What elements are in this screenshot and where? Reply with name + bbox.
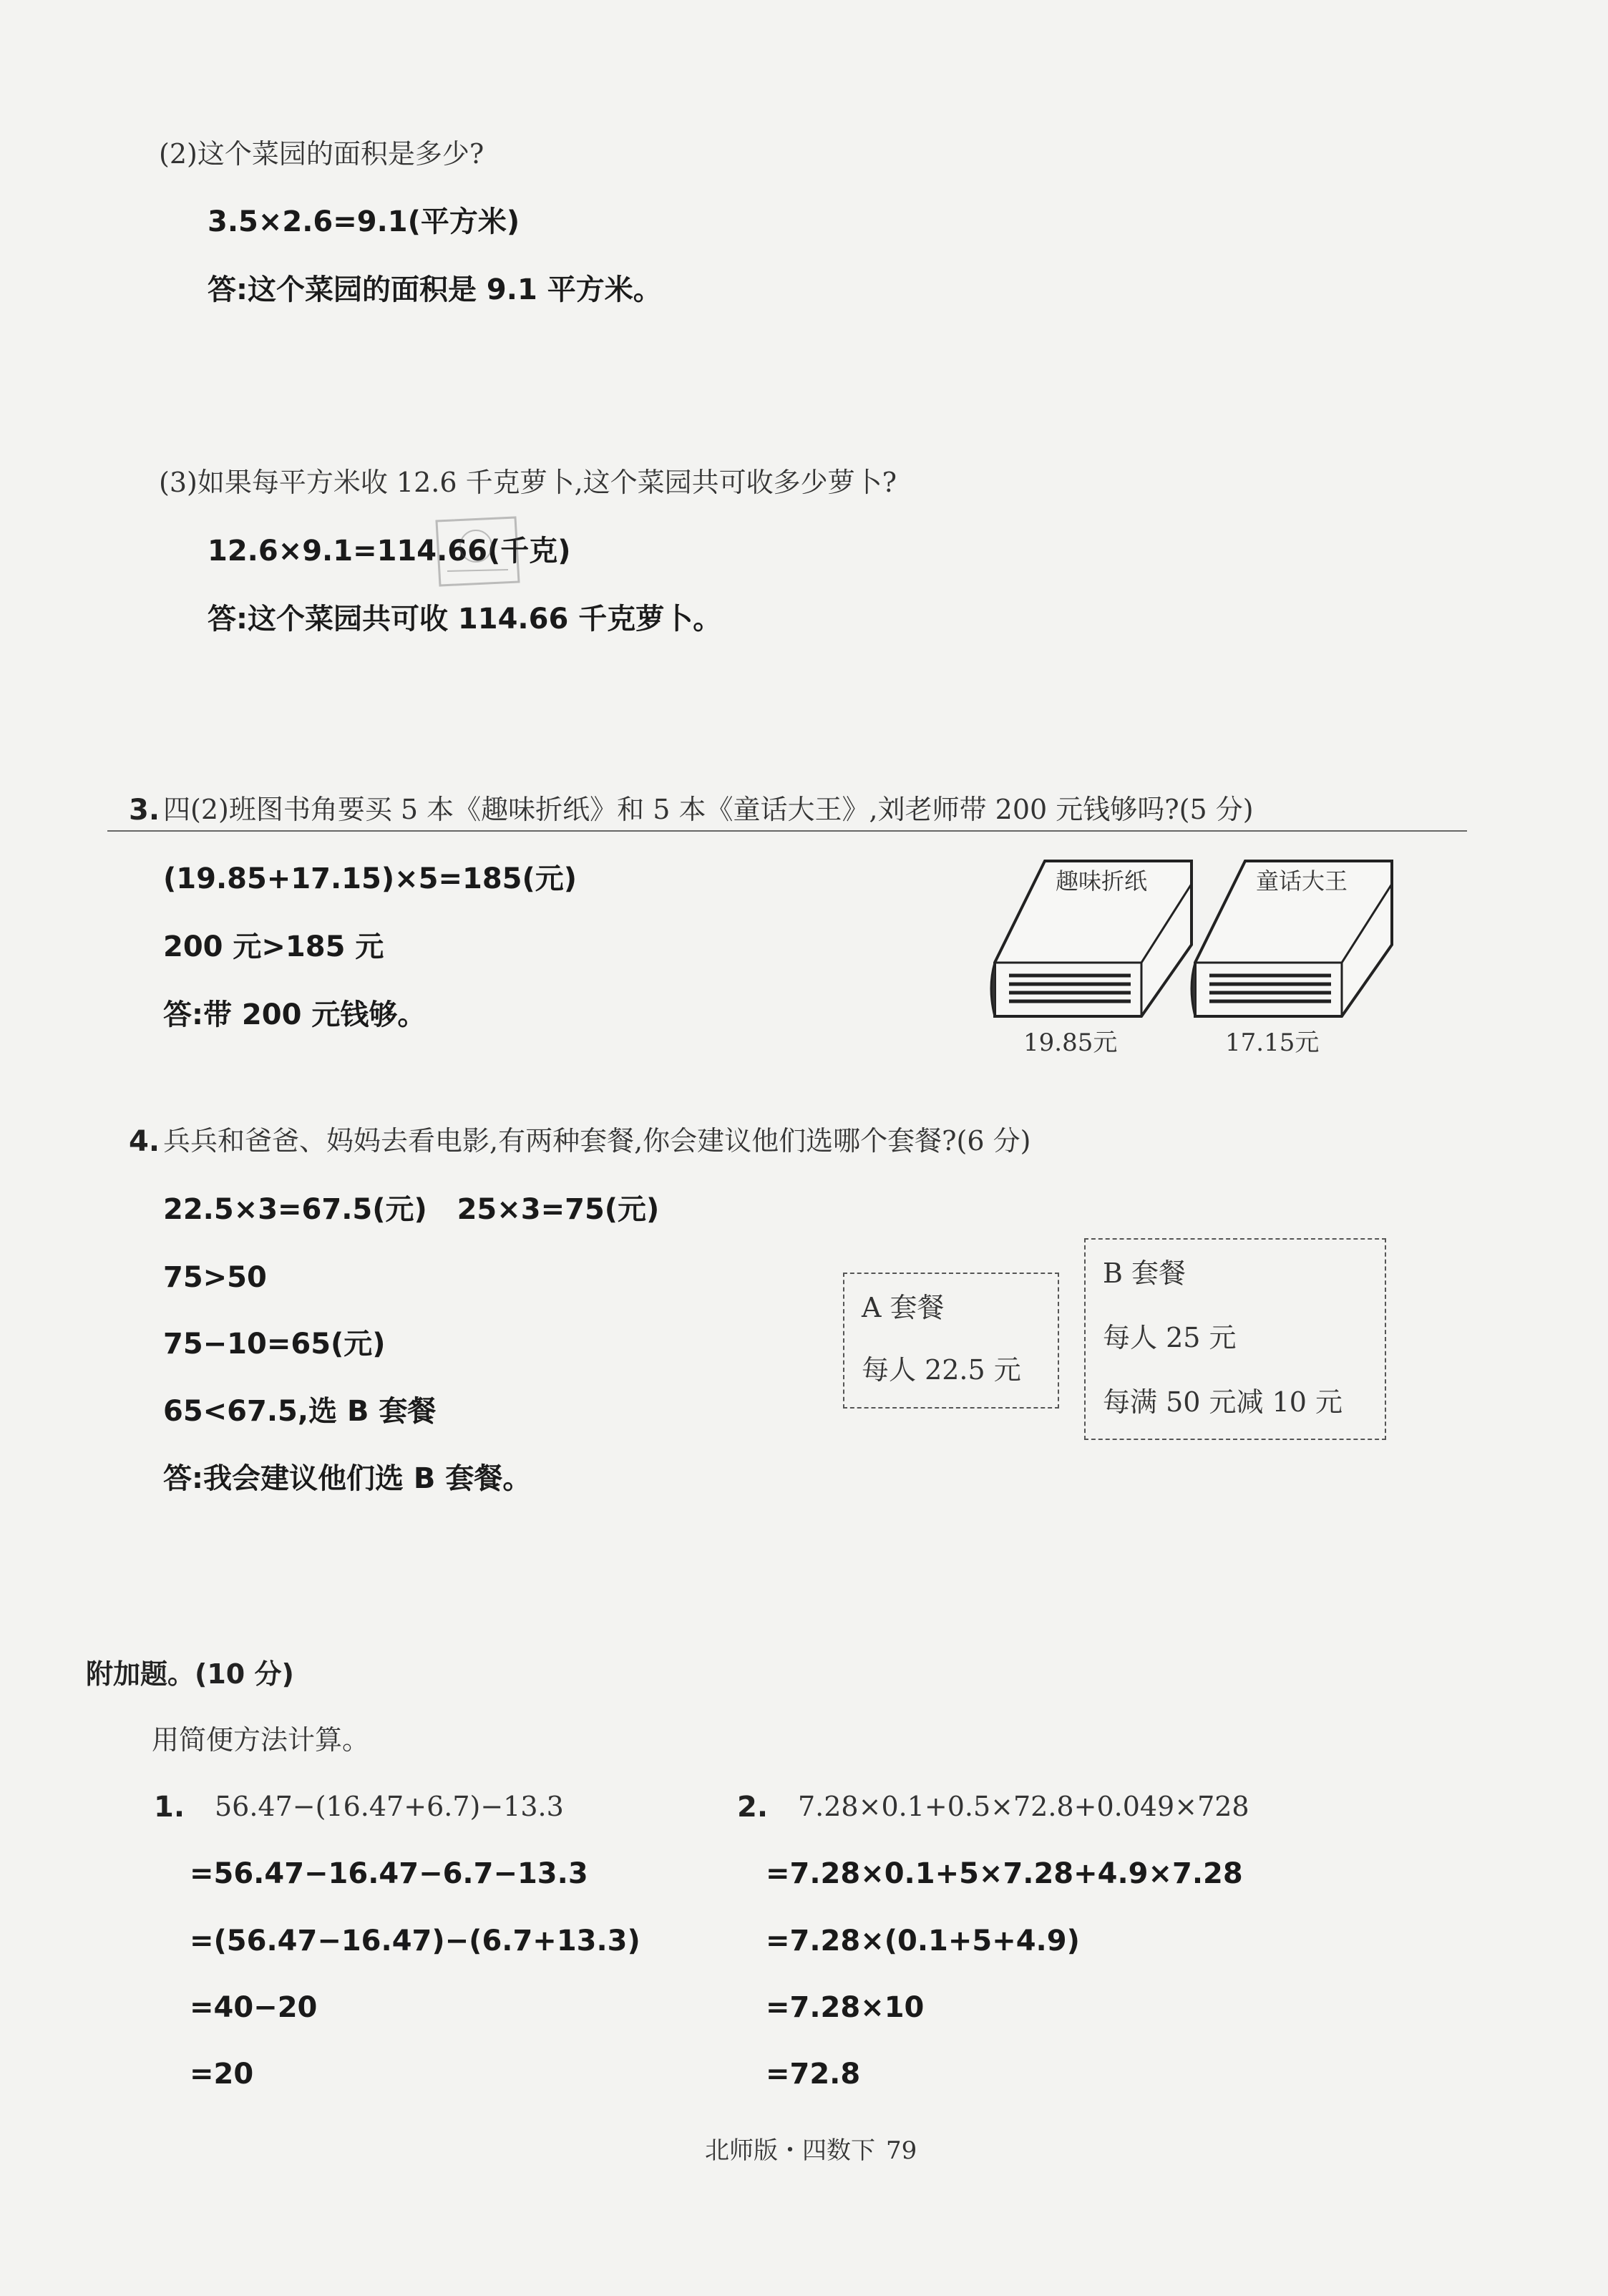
bonus-p2-step: =7.28×(0.1+5+4.9) — [766, 1925, 1080, 1957]
q4-line4: 65<67.5,选 B 套餐 — [163, 1395, 437, 1428]
plan-a-name: A 套餐 — [862, 1292, 945, 1323]
plan-a-box — [843, 1273, 1059, 1409]
bonus-p1-step: =56.47−16.47−6.7−13.3 — [190, 1857, 588, 1890]
q3-question: 四(2)班图书角要买 5 本《趣味折纸》和 5 本《童话大王》,刘老师带 200 元钱够吗?(5 分) — [163, 794, 1254, 825]
q2-2-answer: 答:这个菜园的面积是 9.1 平方米。 — [208, 273, 662, 306]
q2-3-calc: 12.6×9.1=114.66(千克) — [208, 535, 571, 568]
book-2-price: 17.15元 — [1225, 1028, 1320, 1057]
stamp-icon — [429, 514, 522, 595]
q4-line2: 75>50 — [163, 1261, 267, 1294]
section-divider — [107, 830, 1467, 832]
book-2 — [1188, 855, 1403, 1023]
bonus-p1-expr: 56.47−(16.47+6.7)−13.3 — [215, 1791, 564, 1822]
plan-b-deal: 每满 50 元减 10 元 — [1103, 1386, 1343, 1418]
plan-b-price: 每人 25 元 — [1103, 1322, 1237, 1353]
q3-line2: 200 元>185 元 — [163, 930, 384, 963]
page-number: 79 — [886, 2136, 917, 2165]
book-1 — [988, 855, 1202, 1023]
q2-2-calc: 3.5×2.6=9.1(平方米) — [208, 205, 520, 238]
q4-line3: 75−10=65(元) — [163, 1328, 386, 1361]
q4-number: 4. — [129, 1125, 160, 1158]
q4-question: 兵兵和爸爸、妈妈去看电影,有两种套餐,你会建议他们选哪个套餐?(6 分) — [163, 1125, 1031, 1157]
bonus-title: 附加题。(10 分) — [86, 1658, 294, 1690]
q2-3-question: (3)如果每平方米收 12.6 千克萝卜,这个菜园共可收多少萝卜? — [159, 467, 897, 498]
bonus-p1-step: =(56.47−16.47)−(6.7+13.3) — [190, 1925, 640, 1957]
bonus-p1-step: =20 — [190, 2058, 254, 2091]
plan-a-price: 每人 22.5 元 — [862, 1354, 1021, 1386]
q2-3-answer: 答:这个菜园共可收 114.66 千克萝卜。 — [208, 603, 722, 636]
footer-edition: 北师版・四数下 — [705, 2136, 875, 2165]
q2-2-question: (2)这个菜园的面积是多少? — [159, 138, 484, 170]
q3-line1: (19.85+17.15)×5=185(元) — [163, 862, 578, 895]
book-1-title: 趣味折纸 — [1056, 867, 1148, 895]
book-2-title: 童话大王 — [1256, 867, 1348, 895]
bonus-p2-number: 2. — [737, 1791, 769, 1824]
plan-b-name: B 套餐 — [1103, 1258, 1186, 1289]
q3-number: 3. — [129, 794, 160, 827]
q4-answer: 答:我会建议他们选 B 套餐。 — [163, 1462, 532, 1495]
book-1-price: 19.85元 — [1023, 1028, 1118, 1057]
bonus-instruction: 用简便方法计算。 — [152, 1724, 370, 1756]
bonus-p1-number: 1. — [154, 1791, 185, 1824]
bonus-p2-step: =72.8 — [766, 2058, 861, 2091]
bonus-p2-expr: 7.28×0.1+0.5×72.8+0.049×728 — [798, 1791, 1249, 1822]
bonus-p1-step: =40−20 — [190, 1991, 318, 2024]
q3-answer: 答:带 200 元钱够。 — [163, 998, 427, 1031]
q4-line1: 22.5×3=67.5(元) 25×3=75(元) — [163, 1193, 660, 1226]
plan-b-box — [1084, 1238, 1386, 1440]
bonus-p2-step: =7.28×0.1+5×7.28+4.9×7.28 — [766, 1857, 1243, 1890]
bonus-p2-step: =7.28×10 — [766, 1991, 925, 2024]
